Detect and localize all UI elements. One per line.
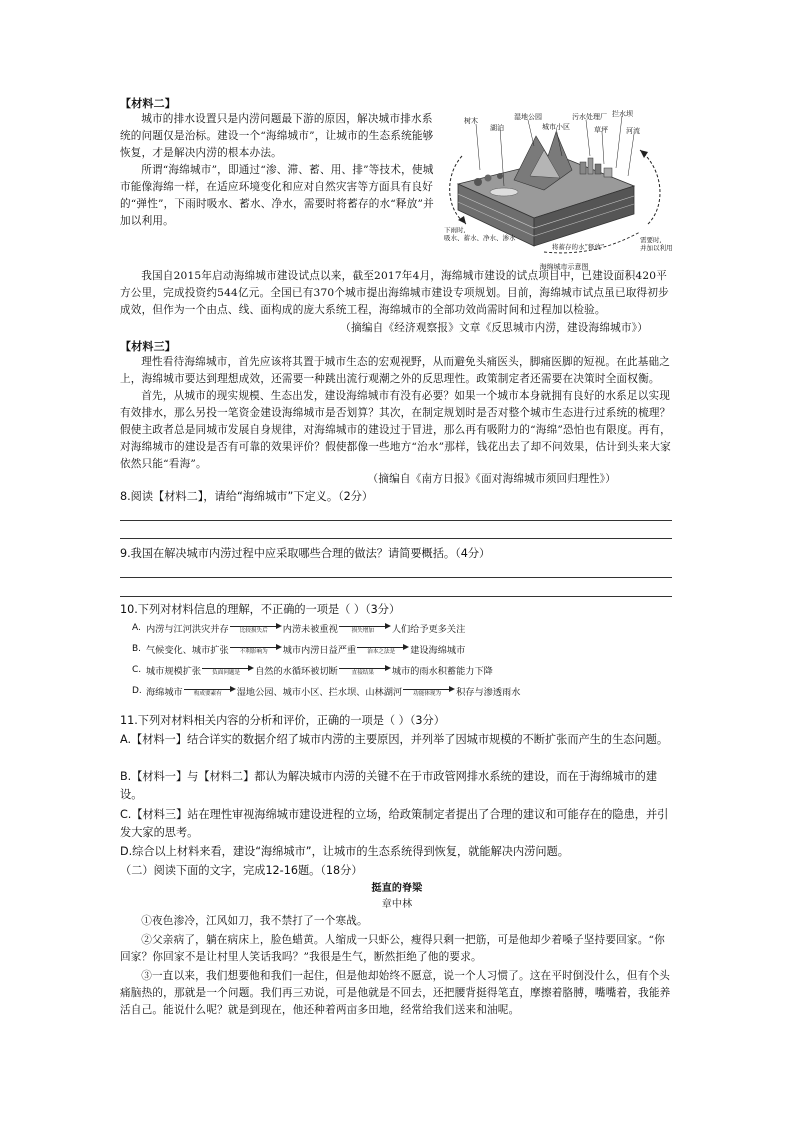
question-11: 11.下列对材料相关内容的分析和评价，正确的一项是（ ）（3分） [120,714,445,727]
question-8: 8.阅读【材料二】，请给“海绵城市”下定义。（2分） [120,490,374,503]
option-letter: D. [132,686,142,696]
story-paragraph: ②父亲病了，躺在病床上，脸色蜡黄。人缩成一只虾公，瘦得只剩一把筋，可是他却少着嗓子坚持要回家。“你回家？你回家不是让村里人笑话我吗？”我很是生气，断然拒绝了他的要求。 [120,934,665,963]
label-wetland: 湿地公园 [514,113,542,121]
q11-option-d[interactable]: D.综合以上材料来看，建设“海绵城市”，让城市的生态系统得到恢复，就能解决内涝问题。 [120,845,569,858]
label-bridge: 拦水坝 [612,110,633,118]
q11-option-a[interactable]: A.【材料一】结合详实的数据介绍了城市内涝的主要原因，并列举了因城市规模的不断扩张而产生的生态问题。 [120,733,669,746]
arrow-label: 直接结果 [351,670,374,676]
option-letter: C. [132,665,142,675]
material3-paragraph: 理性看待海绵城市，首先应该将其置于城市生态的宏观视野，从而避免头痛医头，脚痛医脚的短视。在此基础之上，海绵城市要达到理想成效，还需要一种跳出流行观潮之外的反思理性。政策制定者还需要在决策时全面权衡。 [120,356,671,385]
q11-option-c[interactable]: C.【材料三】站在理性审视海绵城市建设进程的立场，给政策制定者提出了合理的建议和可能存在的隐患，并引发大家的思考。 [120,808,669,839]
material2-paragraph: 城市的排水设置只是内涝问题最下游的原因，解决城市排水系统的问题仅是治标。建设一个“海绵城市”，让城市的生态系统能够恢复，才是解决内涝的根本办法。 [120,113,434,159]
arrow-icon [202,663,254,677]
arrow-label: 功能体现为 [413,691,442,697]
material3-source: （摘编自《南方日报》《面对海绵城市须回归理性》） [367,473,616,485]
arrow-icon [357,642,409,656]
option-node: 积存与渗透雨水 [456,687,521,698]
story-author: 章中林 [381,899,413,910]
arrow-icon [403,684,455,698]
material3-paragraph: 首先，从城市的现实规模、生态出发，建设海绵城市有没有必要？如果一个城市本身就拥有良好的水系足以实现有效排水，那么另投一笔资金建设海绵城市是否划算？其次，在制定规划时是否对整个城市生态进行过系统的梳理？假使主政者总是同城市发展自身规律，对海绵城市的建设过于冒进，那么再有吸附力的“海绵”恐怕也有限度。再有，对海绵城市的建设是否有可靠的效果评价？假使都像一些地方“治水”那样，钱花出去了却不问效果，估计到头来大家依然只能“看海”。 [120,390,671,470]
option-node: 建设海绵城市 [410,645,466,656]
q10-option-c[interactable] [132,662,520,678]
note-release: 将蓄存的水“释放” [552,243,605,251]
label-community: 城市小区 [542,123,570,131]
label-river: 河流 [626,127,640,135]
arrow-label: 负面问题是 [212,670,241,676]
material3-heading: 【材料三】 [120,340,176,353]
option-node: 城市内涝日益严重 [282,645,357,656]
story-paragraph: ①夜色渗冷，江风如刀，我不禁打了一个寒战。 [141,915,368,927]
section-2-heading: （二）阅读下面的文字，完成12-16题。（18分） [120,864,363,877]
answer-line[interactable] [120,520,672,521]
arrow-icon [339,663,391,677]
material2-source: （摘编自《经济观察报》文章《反思城市内涝，建设海绵城市》） [340,322,648,334]
label-lake: 湖泊 [490,124,504,132]
arrow-icon [184,684,236,698]
answer-line[interactable] [120,577,672,578]
arrow-label: 损失增加 [351,628,374,634]
arrow-icon [230,621,282,635]
note-use: 需要时, 并加以利用 [640,236,673,252]
arrow-icon [230,642,282,656]
material2-paragraph: 我国自2015年启动海绵城市建设试点以来，截至2017年4月，海绵城市建设的试点项目中，已建设面积420平方公里，完成投资约544亿元。全国已有370个城市提出海绵城市建设专项规划。目前，海绵城市试点虽已取得初步成效，但作为一个由点、线、面构成的庞大系统工程，海绵城市的全部功效尚需时间和过程加以检验。 [120,270,669,316]
label-tree: 树木 [464,117,478,125]
q10-option-b[interactable] [132,641,520,657]
note-rain: 下雨时, 吸水、蓄水、净水、渗水 [444,226,516,242]
option-node: 自然的水循环被切断 [255,666,338,677]
story-title: 挺直的脊梁 [371,883,423,894]
answer-line[interactable] [120,538,672,539]
q11-option-b[interactable]: B.【材料一】与【材料二】都认为解决城市内涝的关键不在于市政管网排水系统的建设，而在于海绵城市的建设。 [120,770,658,801]
option-letter: B. [132,644,142,654]
story-paragraph: ③一直以来，我们想要他和我们一起住，但是他却始终不愿意，说一个人习惯了。这在平时倒没什么，但有个头痛脑热的，那就是一个问题。我们再三劝说，可是他就是不回去，还把腰背挺得笔直，摩擦着胳膊，嘴嘴着，我能养活自己。能说什么呢？就是到现在，他还种着两亩多田地，经常给我们送来和油呢。 [120,970,671,1016]
option-node: 城市规模扩张 [146,666,202,677]
option-letter: A. [132,623,141,633]
option-node: 城市的雨水积蓄能力下降 [391,666,493,677]
question-10: 10.下列对材料信息的理解，不正确的一项是（ ）（3分） [120,603,401,616]
option-node: 内涝未被重视 [282,624,338,635]
option-node: 海绵城市 [146,687,183,698]
arrow-icon [339,621,391,635]
q10-option-d[interactable] [132,683,520,699]
option-node: 气候变化、城市扩张 [146,645,229,656]
material2-heading: 【材料二】 [120,97,176,110]
answer-line[interactable] [120,596,672,597]
label-lawn: 草坪 [594,126,608,134]
q10-option-a[interactable] [132,620,520,636]
label-sewage: 污水处理厂 [572,113,607,121]
arrow-label: 不利影响为 [239,649,268,655]
arrow-label: 治本之法是 [367,649,396,655]
material2-paragraph: 所谓“海绵城市”，即通过“渗、滞、蓄、用、排”等技术，使城市能像海绵一样，在适应环境变化和应对自然灾害等方面具有良好的“弹性”，下雨时吸水、蓄水、净水，需要时将蓄存的水“释放”并加以利用。 [120,164,434,227]
diagram-caption: 海绵城市示意图 [539,263,589,271]
q10-options [132,620,520,699]
arrow-label: 构成要素有 [193,691,222,697]
sponge-city-diagram [444,106,676,274]
option-node: 人们给予更多关注 [391,624,466,635]
option-node: 湿地公园、城市小区、拦水坝、山林湖河 [236,687,403,698]
question-9: 9.我国在解决城市内涝过程中应采取哪些合理的做法？请简要概括。（4分） [120,547,491,560]
option-node: 内涝与江河洪灾并存 [146,624,229,635]
arrow-label: 比较损失后 [239,628,268,634]
